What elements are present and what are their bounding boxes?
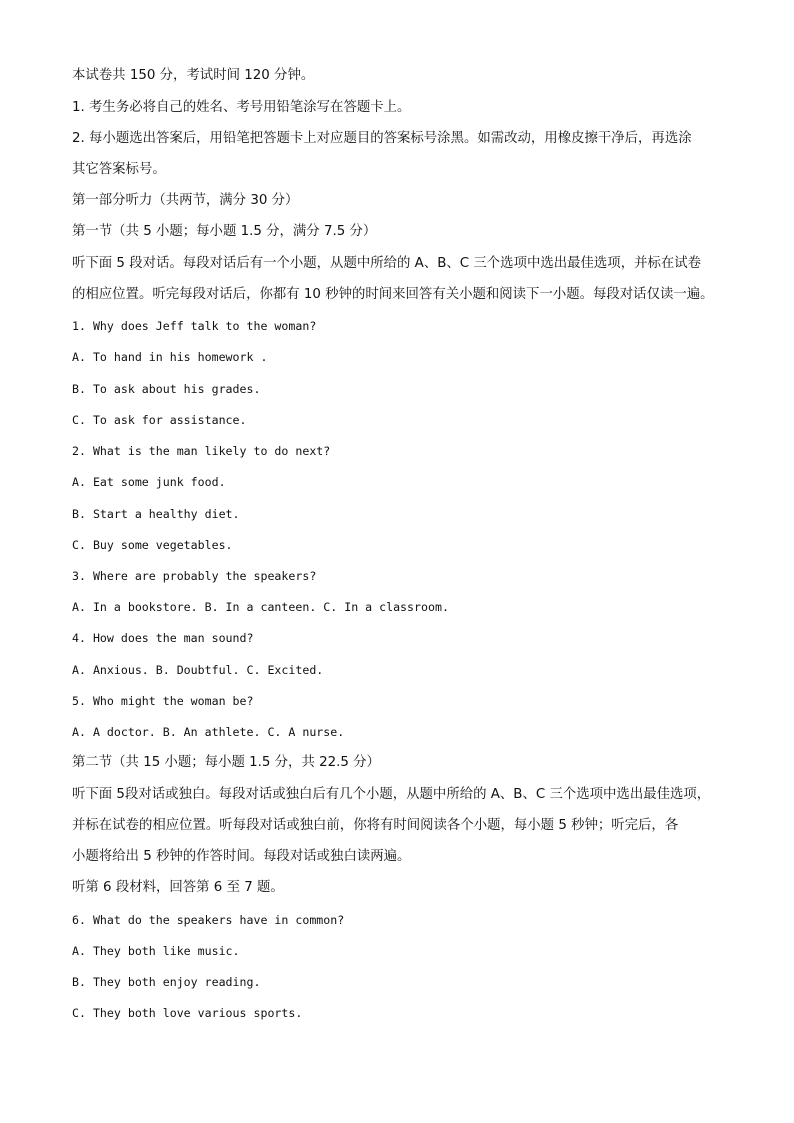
instruction-1: 1. 考生务必将自己的姓名、考号用铅笔涂写在答题卡上。 xyxy=(72,100,411,115)
question-4: 4. How does the man sound? xyxy=(72,631,254,645)
question-4-options: A. Anxious. B. Doubtful. C. Excited. xyxy=(72,663,324,677)
question-5-options: A. A doctor. B. An athlete. C. A nurse. xyxy=(72,725,345,739)
question-6: 6. What do the speakers have in common? xyxy=(72,913,345,927)
question-3-options: A. In a bookstore. B. In a canteen. C. In a classroom. xyxy=(72,600,449,614)
part1-heading: 第一部分听力（共两节，满分 30 分） xyxy=(72,193,299,208)
question-5: 5. Who might the woman be? xyxy=(72,694,254,708)
section2-instruction-line-3: 小题将给出 5 秒钟的作答时间。每段对话或独白读两遍。 xyxy=(72,849,411,864)
section2-instruction-line-1: 听下面 5段对话或独白。每段对话或独白后有几个小题，从题中所给的 A、B、C 三个选项中选出最佳选项， xyxy=(72,787,711,802)
question-2-option-b: B. Start a healthy diet. xyxy=(72,507,240,521)
question-1-option-c: C. To ask for assistance. xyxy=(72,413,247,427)
question-2-option-a: A. Eat some junk food. xyxy=(72,475,226,489)
question-1-option-a: A. To hand in his homework . xyxy=(72,350,268,364)
section1-instruction-line-1: 听下面 5 段对话。每段对话后有一个小题，从题中所给的 A、B、C 三个选项中选出最佳选项，并标在试卷 xyxy=(72,256,702,271)
instruction-2-line-2: 其它答案标号。 xyxy=(72,162,166,177)
section1-instruction-line-2: 的相应位置。听完每段对话后，你都有 10 秒钟的时间来回答有关小题和阅读下一小题。每段对话仅读一遍。 xyxy=(72,287,714,302)
instruction-2-line-1: 2. 每小题选出答案后，用铅笔把答题卡上对应题目的答案标号涂黑。如需改动，用橡皮擦干净后，再选涂 xyxy=(72,131,692,146)
section2-instruction-line-2: 并标在试卷的相应位置。听每段对话或独白前，你将有时间阅读各个小题，每小题 5 秒钟；听完后，各 xyxy=(72,818,679,833)
question-6-option-c: C. They both love various sports. xyxy=(72,1006,303,1020)
material-6-note: 听第 6 段材料，回答第 6 至 7 题。 xyxy=(72,880,284,895)
question-1: 1. Why does Jeff talk to the woman? xyxy=(72,319,317,333)
section2-heading: 第二节（共 15 小题；每小题 1.5 分，共 22.5 分） xyxy=(72,755,380,770)
question-2: 2. What is the man likely to do next? xyxy=(72,444,331,458)
question-3: 3. Where are probably the speakers? xyxy=(72,569,317,583)
exam-score-time-note: 本试卷共 150 分，考试时间 120 分钟。 xyxy=(72,68,315,83)
question-6-option-b: B. They both enjoy reading. xyxy=(72,975,261,989)
question-6-option-a: A. They both like music. xyxy=(72,944,240,958)
question-1-option-b: B. To ask about his grades. xyxy=(72,382,261,396)
section1-heading: 第一节（共 5 小题；每小题 1.5 分，满分 7.5 分） xyxy=(72,224,377,239)
question-2-option-c: C. Buy some vegetables. xyxy=(72,538,233,552)
